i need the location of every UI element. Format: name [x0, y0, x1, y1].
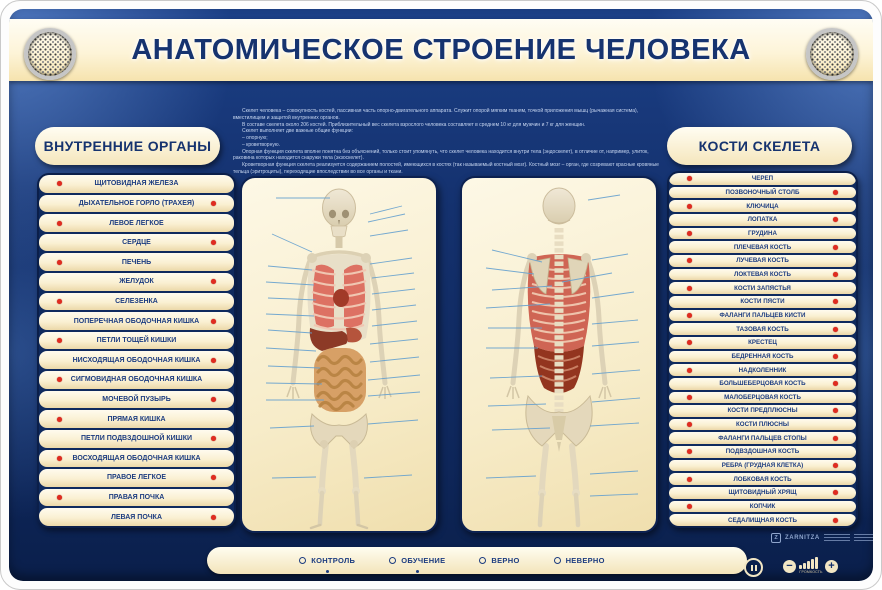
bone-item-label: ЛОКТЕВАЯ КОСТЬ	[734, 270, 791, 278]
marker-dot-icon	[687, 313, 692, 318]
brand-fineprint	[824, 534, 850, 543]
brand-fineprint	[854, 534, 873, 543]
organ-item[interactable]	[39, 489, 234, 507]
bone-item-label: КОСТИ ЗАПЯСТЬЯ	[734, 284, 791, 292]
mode-label: ОБУЧЕНИЕ	[401, 556, 446, 565]
marker-dot-icon	[687, 231, 692, 236]
board	[9, 9, 873, 581]
organ-item[interactable]	[39, 391, 234, 409]
bone-item[interactable]	[669, 514, 856, 526]
marker-dot-icon	[687, 504, 692, 509]
organ-item-label: СЕЛЕЗЕНКА	[115, 297, 158, 305]
marker-dot-icon	[687, 286, 692, 291]
organ-item-label: ПЕЧЕНЬ	[121, 258, 152, 266]
intro-paragraph: Опорная функция скелета вполне понятна без объяснений, только стоит упомянуть, что скелет человека находится внутри тела (эндоскелет), в отличие от, например, улиток, раковина которых находится снаружи тела (экзоскелет).	[233, 148, 649, 162]
intro-text	[233, 108, 667, 176]
bone-item[interactable]	[669, 487, 856, 499]
bone-item[interactable]	[669, 378, 856, 390]
mode-label: КОНТРОЛЬ	[311, 556, 356, 565]
marker-dot-icon	[833, 299, 838, 304]
bone-item-label: БЕДРЕННАЯ КОСТЬ	[731, 352, 794, 360]
marker-dot-icon	[833, 327, 838, 332]
brand-name: ZARNITZA	[785, 535, 820, 541]
volume-bars-icon	[799, 556, 823, 569]
bone-item[interactable]	[669, 282, 856, 294]
organ-item-label: ЛЕВАЯ ПОЧКА	[110, 513, 163, 521]
organ-item-label: ПОПЕРЕЧНАЯ ОБОДОЧНАЯ КИШКА	[73, 317, 200, 325]
intro-paragraph: – опорную;	[242, 135, 268, 141]
marker-dot-icon	[687, 395, 692, 400]
organ-item[interactable]	[39, 175, 234, 193]
intro-paragraph: – кроветворную.	[242, 141, 280, 148]
organ-item-label: ПЕТЛИ ПОДВЗДОШНОЙ КИШКИ	[81, 435, 192, 443]
marker-dot-icon	[833, 436, 838, 441]
mode-bar	[207, 547, 747, 574]
bone-item-label: КРЕСТЕЦ	[748, 339, 777, 347]
mode-item[interactable]	[389, 547, 445, 574]
marker-dot-icon	[57, 377, 62, 382]
bone-item[interactable]	[669, 200, 856, 212]
marker-dot-icon	[57, 495, 62, 500]
marker-dot-icon	[211, 515, 216, 520]
organ-item[interactable]	[39, 312, 234, 330]
skeleton-bones-list	[667, 171, 858, 528]
intro-paragraph: Скелет человека – совокупность костей, пассивная часть опорно-двигательного аппарата. Служит опорой мягким тканям, точкой приложения мышц (рычажная система), вместилищем и защитой внутренних органов.	[233, 108, 639, 121]
marker-dot-icon	[687, 449, 692, 454]
bone-item[interactable]	[669, 473, 856, 485]
organ-item[interactable]	[39, 214, 234, 232]
bone-item[interactable]	[669, 214, 856, 226]
organ-item-label: НИСХОДЯЩАЯ ОБОДОЧНАЯ КИШКА	[72, 356, 201, 364]
active-dot-icon	[416, 570, 419, 573]
marker-dot-icon	[211, 358, 216, 363]
organ-item[interactable]	[39, 351, 234, 369]
marker-dot-icon	[833, 490, 838, 495]
speaker-grille-icon	[24, 28, 76, 80]
mode-item[interactable]	[554, 547, 605, 574]
organ-item-label: ВОСХОДЯЩАЯ ОБОДОЧНАЯ КИШКА	[72, 454, 201, 462]
organ-item-label: ПРАВОЕ ЛЕГКОЕ	[106, 474, 166, 482]
bone-item-label: НАДКОЛЕННИК	[738, 366, 787, 374]
volume-up-button[interactable]: +	[825, 560, 838, 573]
bone-item-label: СЕДАЛИЩНАЯ КОСТЬ	[728, 516, 797, 524]
marker-dot-icon	[687, 340, 692, 345]
organ-item-label: ДЫХАТЕЛЬНОЕ ГОРЛО (ТРАХЕЯ)	[78, 199, 195, 207]
skeleton-bones-header: КОСТИ СКЕЛЕТА	[667, 127, 852, 165]
marker-dot-icon	[57, 299, 62, 304]
bone-item[interactable]	[669, 173, 856, 185]
mode-item[interactable]	[299, 547, 355, 574]
marker-dot-icon	[57, 338, 62, 343]
speaker-grille-icon	[806, 28, 858, 80]
mode-label: НЕВЕРНО	[565, 556, 605, 565]
bone-item-label: ФАЛАНГИ ПАЛЬЦЕВ КИСТИ	[719, 311, 806, 319]
radio-icon	[299, 557, 306, 564]
organ-item-label: ПРЯМАЯ КИШКА	[107, 415, 166, 423]
intro-paragraph: В составе скелета около 206 костей. Приблизительный вес скелета взрослого человека составляет в среднем 10 кг для мужчин и 7 кг для женщин.	[242, 121, 586, 128]
marker-dot-icon	[833, 381, 838, 386]
bone-item-label: МАЛОБЕРЦОВАЯ КОСТЬ	[724, 393, 801, 401]
organ-item-label: ПЕТЛИ ТОЩЕЙ КИШКИ	[96, 337, 177, 345]
bone-item-label: КОСТИ ПЛЮСНЫ	[736, 421, 789, 429]
bone-item-label: ЛОПАТКА	[747, 216, 778, 224]
organ-item-label: МОЧЕВОЙ ПУЗЫРЬ	[102, 396, 171, 403]
bone-item[interactable]	[669, 255, 856, 267]
marker-dot-icon	[687, 176, 692, 181]
organ-item[interactable]	[39, 469, 234, 487]
pause-icon	[751, 565, 753, 571]
pause-button[interactable]	[744, 558, 763, 577]
marker-dot-icon	[211, 240, 216, 245]
marker-dot-icon	[211, 436, 216, 441]
mode-item[interactable]	[479, 547, 519, 574]
marker-dot-icon	[57, 260, 62, 265]
intro-paragraph: Скелет выполняет две важные общие функции:	[242, 128, 353, 135]
marker-dot-icon	[687, 477, 692, 482]
intro-paragraph: Кроветворная функция скелета реализуется содержанием полостей, имеющихся в костях (так называемый костный мозг). Костный мозг – орган, где созревают красные кровяные тельца (эритроциты), переходящие впоследствии во все органы и ткани.	[233, 162, 659, 175]
volume-down-button[interactable]: −	[783, 560, 796, 573]
organ-item-label: СИГМОВИДНАЯ ОБОДОЧНАЯ КИШКА	[70, 376, 203, 384]
bone-item[interactable]	[669, 187, 856, 199]
organ-item[interactable]	[39, 332, 234, 350]
bone-item[interactable]	[669, 269, 856, 281]
organ-item[interactable]	[39, 508, 234, 526]
radio-icon	[389, 557, 396, 564]
marker-dot-icon	[687, 368, 692, 373]
marker-dot-icon	[57, 456, 62, 461]
internal-organs-header: ВНУТРЕННИЕ ОРГАНЫ	[35, 127, 220, 165]
bone-item[interactable]	[669, 228, 856, 240]
bone-item[interactable]	[669, 460, 856, 472]
internal-organs-list	[37, 173, 236, 528]
organ-item-label: ЛЕВОЕ ЛЕГКОЕ	[109, 219, 164, 227]
marker-dot-icon	[833, 245, 838, 250]
volume-label: ГРОМКОСТЬ	[799, 570, 823, 574]
skeleton-back-panel[interactable]	[460, 176, 658, 533]
bone-item[interactable]	[669, 310, 856, 322]
marker-dot-icon	[833, 463, 838, 468]
bone-item-label: ТАЗОВАЯ КОСТЬ	[736, 325, 789, 333]
organ-item-label: ЩИТОВИДНАЯ ЖЕЛЕЗА	[94, 180, 179, 188]
organ-item-label: ЖЕЛУДОК	[119, 278, 154, 286]
bone-item[interactable]	[669, 351, 856, 363]
marker-dot-icon	[833, 354, 838, 359]
organ-item-label: ПРАВАЯ ПОЧКА	[108, 494, 165, 502]
bone-item-label: ПЛЕЧЕВАЯ КОСТЬ	[733, 243, 792, 251]
organ-item[interactable]	[39, 371, 234, 389]
marker-dot-icon	[687, 422, 692, 427]
bone-item-label: ЧЕРЕП	[751, 175, 774, 183]
bone-item-label: КОСТИ ПЯСТИ	[740, 298, 785, 306]
bone-item-label: ПОЗВОНОЧНЫЙ СТОЛБ	[725, 188, 800, 196]
bone-item[interactable]	[669, 364, 856, 376]
marker-dot-icon	[833, 518, 838, 523]
bone-item-label: ГРУДИНА	[748, 229, 777, 237]
skeleton-back-illustration	[462, 178, 656, 531]
marker-dot-icon	[57, 417, 62, 422]
organ-item-label: СЕРДЦЕ	[122, 239, 151, 247]
bone-item-label: ФАЛАНГИ ПАЛЬЦЕВ СТОПЫ	[718, 434, 807, 442]
skeleton-front-illustration	[242, 178, 436, 531]
bone-item-label: РЕБРА (ГРУДНАЯ КЛЕТКА)	[721, 462, 804, 470]
marker-dot-icon	[833, 217, 838, 222]
bone-item-label: КОСТИ ПРЕДПЛЮСНЫ	[727, 407, 798, 415]
marker-dot-icon	[211, 475, 216, 480]
marker-dot-icon	[211, 279, 216, 284]
skeleton-front-panel[interactable]	[240, 176, 438, 533]
radio-icon	[479, 557, 486, 564]
marker-dot-icon	[211, 319, 216, 324]
marker-dot-icon	[57, 181, 62, 186]
bone-item[interactable]	[669, 405, 856, 417]
bone-item[interactable]	[669, 446, 856, 458]
mode-label: ВЕРНО	[491, 556, 520, 565]
organ-item[interactable]	[39, 450, 234, 468]
bone-item[interactable]	[669, 419, 856, 431]
page-title: АНАТОМИЧЕСКОЕ СТРОЕНИЕ ЧЕЛОВЕКА	[131, 33, 751, 66]
brand-icon: Z	[771, 533, 781, 543]
organ-item[interactable]	[39, 234, 234, 252]
bone-item[interactable]	[669, 241, 856, 253]
organ-item[interactable]	[39, 195, 234, 213]
organ-item[interactable]	[39, 430, 234, 448]
marker-dot-icon	[833, 408, 838, 413]
organ-item[interactable]	[39, 253, 234, 271]
bone-item-label: ЛУЧЕВАЯ КОСТЬ	[736, 257, 789, 265]
brand-logo	[771, 533, 873, 543]
marker-dot-icon	[211, 201, 216, 206]
pause-icon	[755, 565, 757, 571]
marker-dot-icon	[833, 190, 838, 195]
marker-dot-icon	[687, 258, 692, 263]
bone-item[interactable]	[669, 296, 856, 308]
bone-item-label: КОПЧИК	[749, 503, 776, 511]
bone-item[interactable]	[669, 501, 856, 513]
bone-item-label: БОЛЬШЕБЕРЦОВАЯ КОСТЬ	[719, 380, 806, 388]
bone-item[interactable]	[669, 323, 856, 335]
bone-item[interactable]	[669, 432, 856, 444]
bone-item-label: КЛЮЧИЦА	[746, 202, 779, 210]
marker-dot-icon	[687, 204, 692, 209]
bone-item[interactable]	[669, 337, 856, 349]
bone-item-label: ПОДВЗДОШНАЯ КОСТЬ	[725, 448, 800, 456]
bone-item-label: ЩИТОВИДНЫЙ ХРЯЩ	[728, 489, 797, 497]
title-band	[9, 19, 873, 81]
radio-icon	[554, 557, 561, 564]
marker-dot-icon	[211, 397, 216, 402]
bone-item[interactable]	[669, 392, 856, 404]
marker-dot-icon	[833, 272, 838, 277]
organ-item[interactable]	[39, 273, 234, 291]
organ-item[interactable]	[39, 293, 234, 311]
marker-dot-icon	[57, 221, 62, 226]
organ-item[interactable]	[39, 410, 234, 428]
bone-item-label: ЛОБКОВАЯ КОСТЬ	[733, 475, 792, 483]
active-dot-icon	[326, 570, 329, 573]
